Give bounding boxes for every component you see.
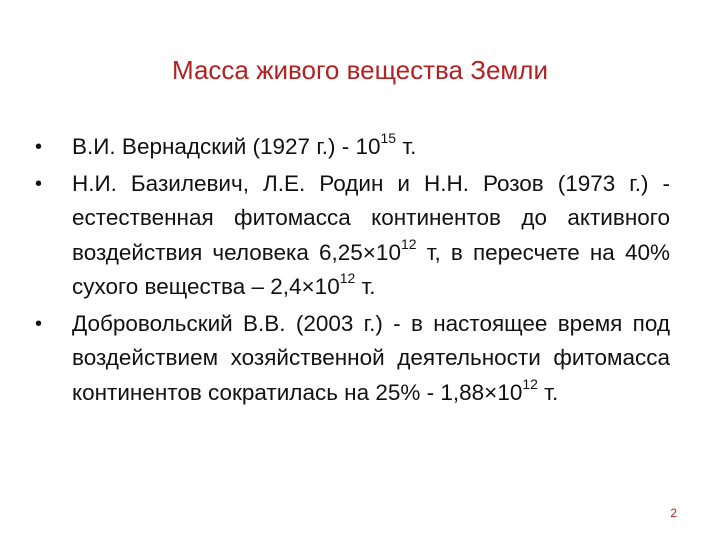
- bullet-list: [35, 130, 670, 410]
- bullet-marker: •: [35, 172, 43, 195]
- bullet-exponent: 12: [522, 375, 538, 392]
- bullet-item-dobrovolsky: [35, 307, 670, 411]
- bullet-item-bazilevich: [35, 167, 670, 305]
- bullet-text-tail: т.: [537, 379, 559, 405]
- bullet-text: В.И. Вернадский (1927 г.) - 10: [72, 134, 381, 159]
- bullet-text-tail: т.: [355, 274, 376, 299]
- slide-title: Масса живого вещества Земли: [172, 55, 548, 85]
- bullet-exponent-2: 12: [339, 270, 356, 287]
- bullet-marker: •: [35, 312, 43, 335]
- bullet-marker: •: [35, 136, 43, 158]
- bullet-exponent: 12: [400, 235, 417, 252]
- page-number: 2: [670, 506, 677, 520]
- bullet-text: Добровольский В.В. (2003 г.) - в настоящее время под воздействием хозяйственной деятельности фитомасса континентов сократилась на 25% - 1,88×10: [72, 310, 670, 405]
- bullet-text-tail: т.: [396, 134, 417, 159]
- bullet-item-vernadsky: [35, 130, 670, 165]
- bullet-exponent: 15: [380, 130, 397, 147]
- bullet-text-middle: т, в пересчете на 40% сухого вещества – 2,4×10: [72, 239, 670, 299]
- bullet-text: Н.И. Базилевич, Л.Е. Родин и Н.Н. Розов (1973 г.) - естественная фитомасса континентов до активного воздействия человека 6,25×10: [72, 170, 670, 265]
